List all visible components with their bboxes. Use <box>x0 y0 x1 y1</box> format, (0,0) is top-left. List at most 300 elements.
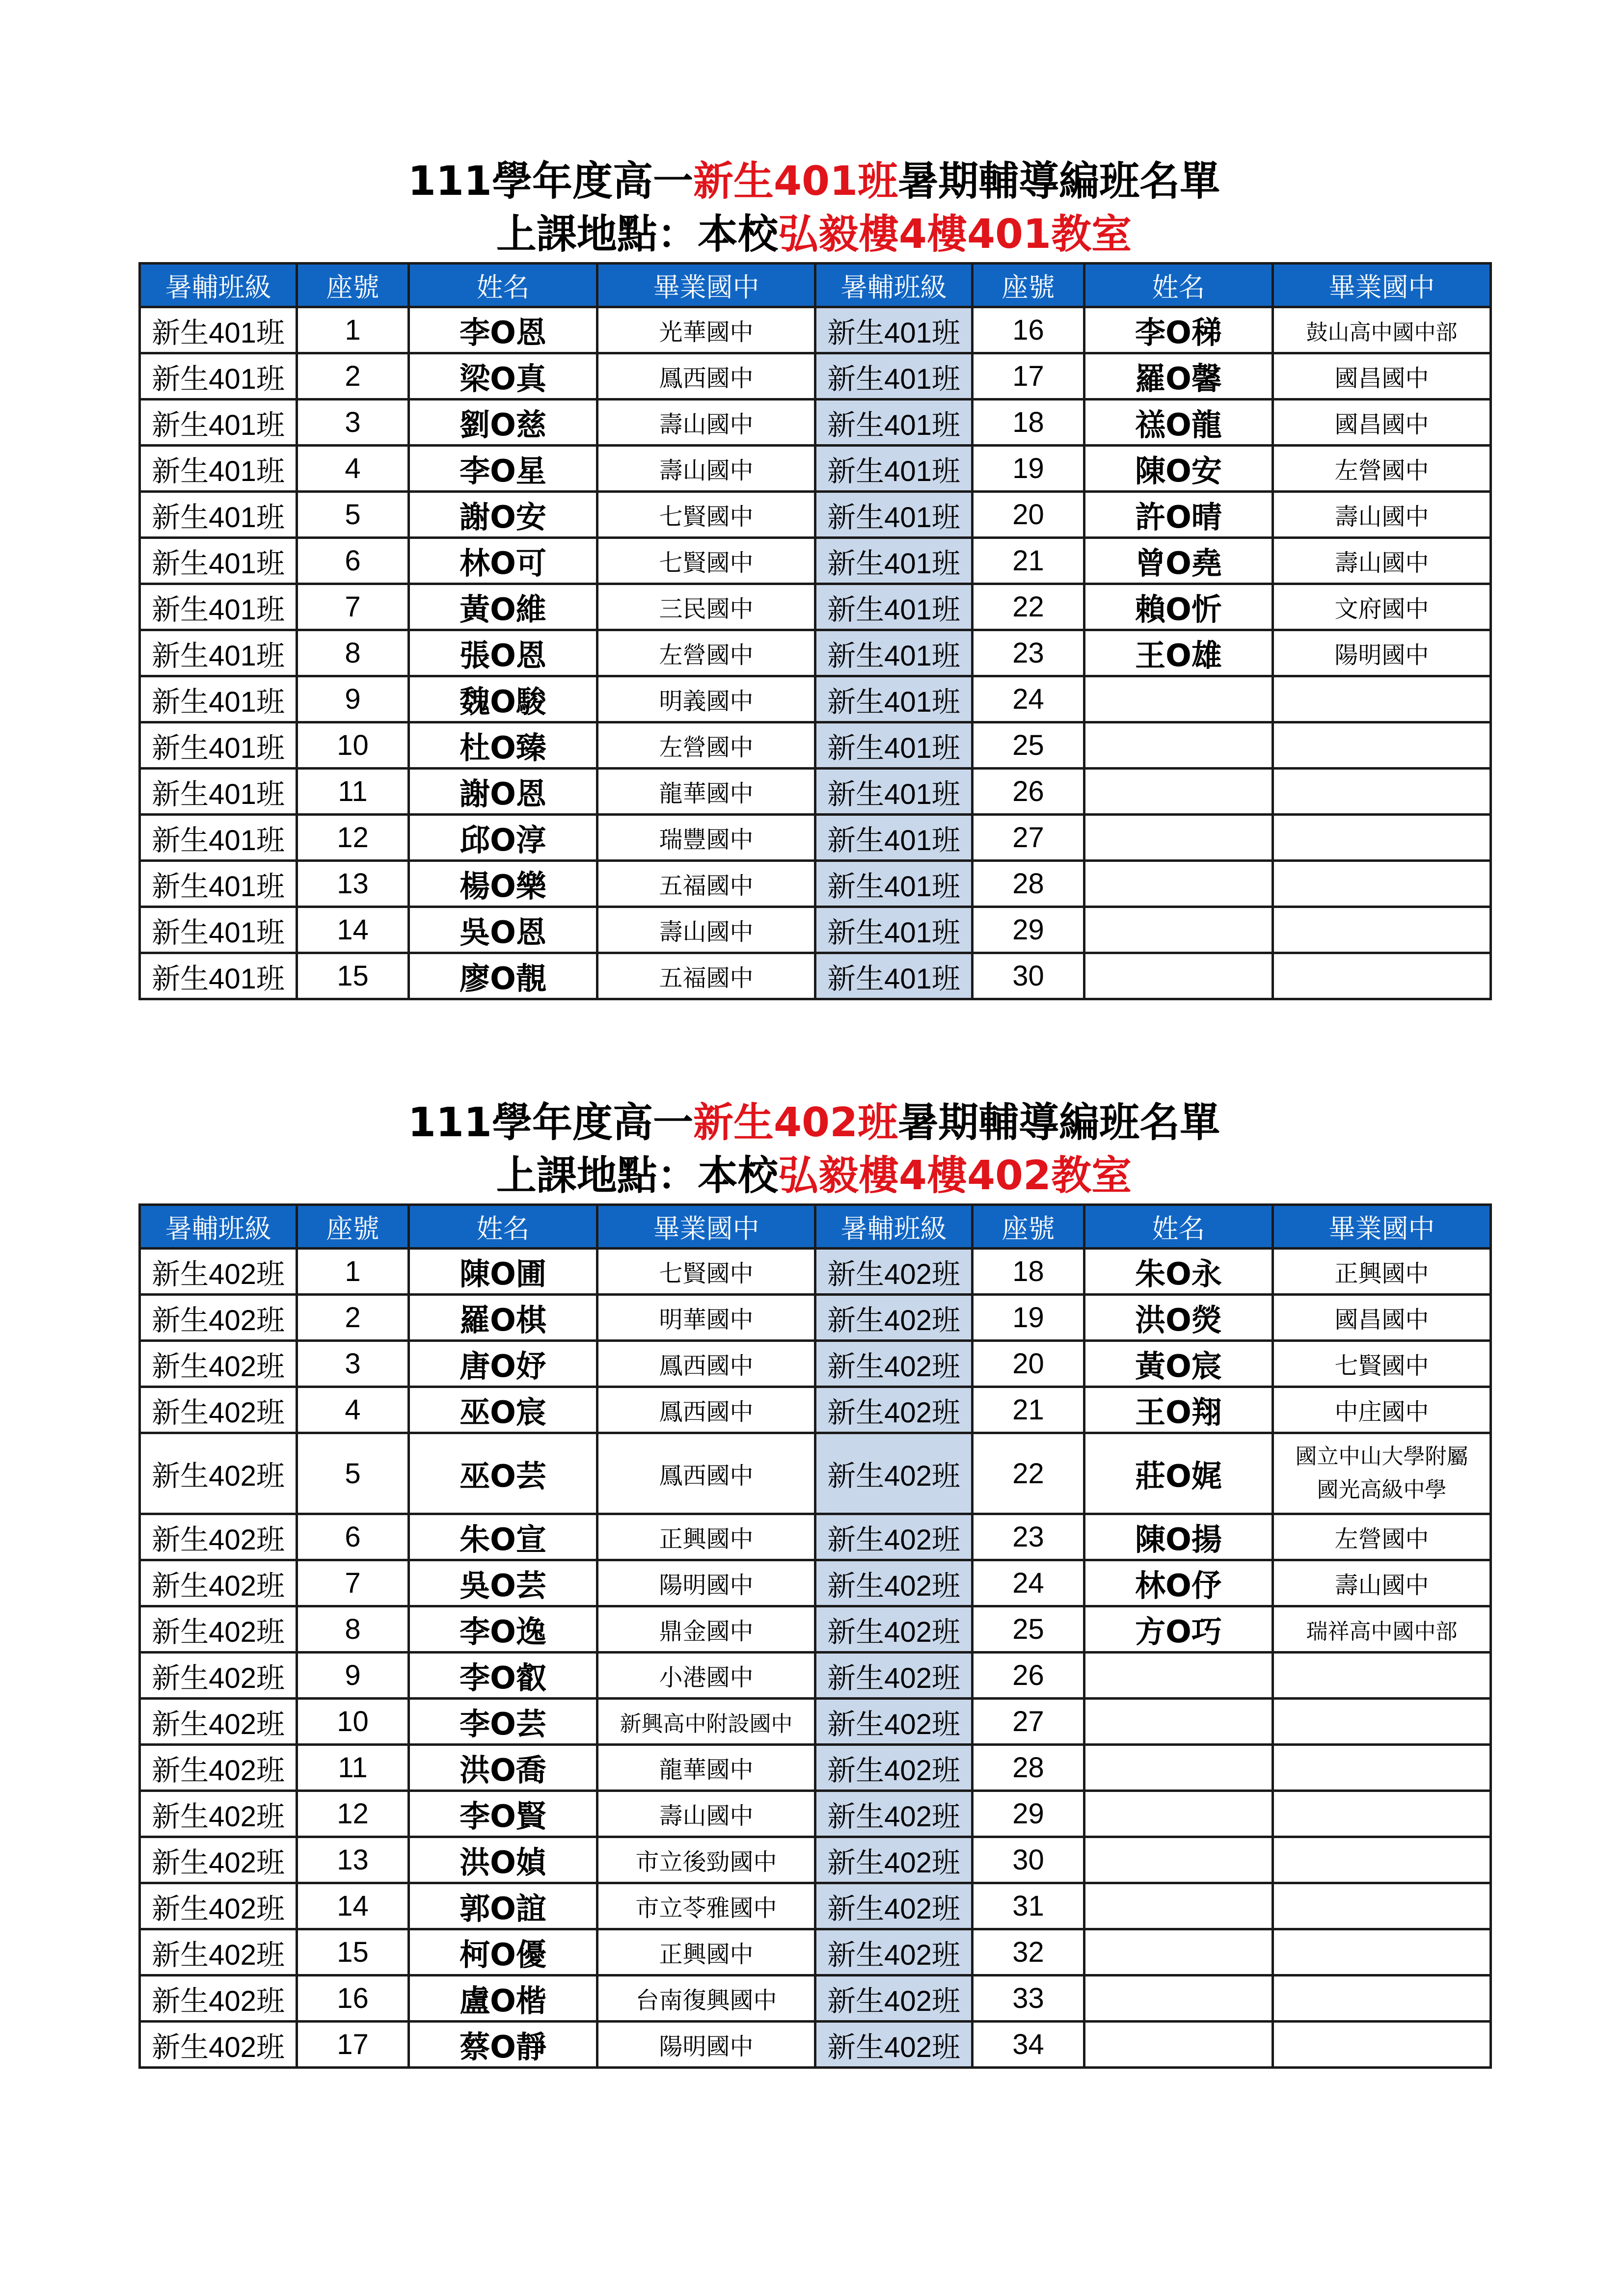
student-name-cell: 李O叡 <box>409 1653 597 1699</box>
table-row <box>140 1341 1491 1387</box>
title-class-highlight: 新生401班 <box>693 158 898 205</box>
seat-number-cell: 30 <box>973 953 1084 999</box>
student-name-cell: 朱O宣 <box>409 1514 597 1560</box>
junior-high-cell <box>1273 1653 1491 1699</box>
student-name-cell: 李O星 <box>409 446 597 492</box>
seat-number-cell: 19 <box>973 446 1084 492</box>
junior-high-cell: 國昌國中 <box>1273 353 1491 400</box>
class-header: 暑輔班級 <box>140 264 297 307</box>
table-row <box>140 492 1491 538</box>
student-name-cell: 賴O忻 <box>1084 584 1273 630</box>
seat-number-cell: 29 <box>973 1791 1084 1837</box>
student-name-cell: 陳O圃 <box>409 1249 597 1295</box>
student-name-cell: 許O晴 <box>1084 492 1273 538</box>
table-row <box>140 953 1491 999</box>
junior-high-cell: 明義國中 <box>597 676 815 722</box>
junior-high-cell: 七賢國中 <box>597 1249 815 1295</box>
class-cell: 新生402班 <box>815 1653 973 1699</box>
seat-number-cell: 18 <box>973 400 1084 446</box>
school-header: 畢業國中 <box>597 264 815 307</box>
junior-high-cell: 壽山國中 <box>597 1791 815 1837</box>
seat-number-cell: 8 <box>297 1606 409 1653</box>
class-cell: 新生402班 <box>140 1929 297 1976</box>
class-cell: 新生401班 <box>815 400 973 446</box>
junior-high-cell: 市立後勁國中 <box>597 1837 815 1883</box>
student-name-cell <box>1084 769 1273 815</box>
class-cell: 新生402班 <box>815 1883 973 1929</box>
student-name-cell: 吳O恩 <box>409 907 597 953</box>
student-name-cell: 王O翔 <box>1084 1387 1273 1433</box>
table-row <box>140 1560 1491 1606</box>
table-row <box>140 584 1491 630</box>
seat-number-cell: 15 <box>297 1929 409 1976</box>
class-cell: 新生401班 <box>140 815 297 861</box>
class-cell: 新生402班 <box>815 1249 973 1295</box>
student-name-cell <box>1084 2022 1273 2068</box>
school-header: 畢業國中 <box>1273 1205 1491 1249</box>
junior-high-cell: 七賢國中 <box>597 492 815 538</box>
seat-number-cell: 2 <box>297 353 409 400</box>
class-cell: 新生401班 <box>815 446 973 492</box>
student-name-cell: 吳O芸 <box>409 1560 597 1606</box>
junior-high-cell <box>1273 769 1491 815</box>
junior-high-cell <box>1273 953 1491 999</box>
class-cell: 新生402班 <box>140 1745 297 1791</box>
class-402-location <box>138 1149 1489 1203</box>
seat-number-cell: 16 <box>297 1976 409 2022</box>
class-cell: 新生401班 <box>140 722 297 769</box>
class-cell: 新生401班 <box>140 769 297 815</box>
seat-number-cell: 1 <box>297 307 409 353</box>
junior-high-cell: 正興國中 <box>597 1929 815 1976</box>
class-cell: 新生401班 <box>140 584 297 630</box>
name-header: 姓名 <box>409 264 597 307</box>
seat-number-cell: 25 <box>973 722 1084 769</box>
student-name-cell: 巫O宸 <box>409 1387 597 1433</box>
class-cell: 新生402班 <box>140 1560 297 1606</box>
seat-number-cell: 20 <box>973 492 1084 538</box>
table-row <box>140 1606 1491 1653</box>
junior-high-cell: 鳳西國中 <box>597 1433 815 1514</box>
class-cell: 新生401班 <box>140 446 297 492</box>
junior-high-cell: 壽山國中 <box>1273 1560 1491 1606</box>
student-name-cell: 柯O優 <box>409 1929 597 1976</box>
class-cell: 新生401班 <box>815 861 973 907</box>
junior-high-cell: 鳳西國中 <box>597 1387 815 1433</box>
class-header: 暑輔班級 <box>815 264 973 307</box>
seat-number-cell: 13 <box>297 1837 409 1883</box>
class-cell: 新生401班 <box>815 722 973 769</box>
junior-high-cell: 中庄國中 <box>1273 1387 1491 1433</box>
student-name-cell <box>1084 1976 1273 2022</box>
location-highlight: 弘毅樓4樓402教室 <box>778 1152 1132 1199</box>
junior-high-cell: 台南復興國中 <box>597 1976 815 2022</box>
student-name-cell: 謝O安 <box>409 492 597 538</box>
class-401-roster-table <box>138 262 1492 1000</box>
junior-high-cell <box>1273 861 1491 907</box>
student-name-cell <box>1084 815 1273 861</box>
junior-high-cell: 小港國中 <box>597 1653 815 1699</box>
table-row <box>140 1883 1491 1929</box>
class-cell: 新生402班 <box>140 1295 297 1341</box>
class-cell: 新生402班 <box>140 1514 297 1560</box>
junior-high-cell <box>1273 1929 1491 1976</box>
student-name-cell: 李O稊 <box>1084 307 1273 353</box>
junior-high-cell: 國昌國中 <box>1273 1295 1491 1341</box>
student-name-cell <box>1084 861 1273 907</box>
table-row <box>140 769 1491 815</box>
seat-number-cell: 34 <box>973 2022 1084 2068</box>
class-cell: 新生402班 <box>140 1883 297 1929</box>
seat-number-cell: 9 <box>297 676 409 722</box>
student-name-cell <box>1084 1699 1273 1745</box>
student-name-cell: 朱O永 <box>1084 1249 1273 1295</box>
seat-number-cell: 14 <box>297 907 409 953</box>
student-name-cell: 李O賢 <box>409 1791 597 1837</box>
junior-high-cell <box>1273 815 1491 861</box>
junior-high-cell: 壽山國中 <box>597 400 815 446</box>
class-header: 暑輔班級 <box>140 1205 297 1249</box>
junior-high-cell: 壽山國中 <box>597 446 815 492</box>
junior-high-cell <box>1273 722 1491 769</box>
junior-high-cell: 市立苓雅國中 <box>597 1883 815 1929</box>
junior-high-cell <box>1273 1791 1491 1837</box>
junior-high-cell: 正興國中 <box>1273 1249 1491 1295</box>
student-name-cell <box>1084 953 1273 999</box>
seat-number-cell: 23 <box>973 630 1084 676</box>
seat-number-cell: 1 <box>297 1249 409 1295</box>
class-cell: 新生402班 <box>815 2022 973 2068</box>
seat-number-cell: 18 <box>973 1249 1084 1295</box>
name-header: 姓名 <box>409 1205 597 1249</box>
student-name-cell: 巫O芸 <box>409 1433 597 1514</box>
seat-number-cell: 21 <box>973 538 1084 584</box>
class-402-roster-table <box>138 1203 1492 2069</box>
student-name-cell: 廖O靚 <box>409 953 597 999</box>
student-name-cell: 王O雄 <box>1084 630 1273 676</box>
student-name-cell: 杜O臻 <box>409 722 597 769</box>
junior-high-cell <box>1273 1976 1491 2022</box>
junior-high-cell: 龍華國中 <box>597 1745 815 1791</box>
title-class-highlight: 新生402班 <box>693 1099 898 1146</box>
junior-high-cell: 正興國中 <box>597 1514 815 1560</box>
junior-high-cell: 鼎金國中 <box>597 1606 815 1653</box>
name-header: 姓名 <box>1084 1205 1273 1249</box>
class-header: 暑輔班級 <box>815 1205 973 1249</box>
student-name-cell: 李O恩 <box>409 307 597 353</box>
table-row <box>140 446 1491 492</box>
student-name-cell: 梁O真 <box>409 353 597 400</box>
class-cell: 新生402班 <box>815 1341 973 1387</box>
seat-number-cell: 11 <box>297 769 409 815</box>
class-cell: 新生402班 <box>140 1387 297 1433</box>
seat-number-cell: 5 <box>297 492 409 538</box>
class-cell: 新生401班 <box>140 630 297 676</box>
table-row <box>140 1976 1491 2022</box>
student-name-cell: 謝O恩 <box>409 769 597 815</box>
seat-number-cell: 22 <box>973 584 1084 630</box>
junior-high-cell: 左營國中 <box>597 722 815 769</box>
seat-number-cell: 8 <box>297 630 409 676</box>
seat-number-cell: 9 <box>297 1653 409 1699</box>
seat-number-cell: 4 <box>297 1387 409 1433</box>
seat-number-cell: 3 <box>297 400 409 446</box>
table-row <box>140 815 1491 861</box>
student-name-cell: 羅O馨 <box>1084 353 1273 400</box>
title-suffix: 暑期輔導編班名單 <box>898 158 1220 205</box>
class-cell: 新生402班 <box>140 1976 297 2022</box>
seat-number-cell: 16 <box>973 307 1084 353</box>
junior-high-cell <box>1273 1745 1491 1791</box>
class-402-section <box>138 1096 1489 2069</box>
student-name-cell: 禚O龍 <box>1084 400 1273 446</box>
seat-number-cell: 6 <box>297 538 409 584</box>
class-cell: 新生401班 <box>815 538 973 584</box>
table-row <box>140 1699 1491 1745</box>
junior-high-cell: 五福國中 <box>597 953 815 999</box>
seat-number-cell: 17 <box>297 2022 409 2068</box>
title-prefix: 111學年度高一 <box>407 158 693 205</box>
seat-number-cell: 7 <box>297 584 409 630</box>
seat-number-cell: 13 <box>297 861 409 907</box>
seat-number-cell: 5 <box>297 1433 409 1514</box>
student-name-cell: 楊O樂 <box>409 861 597 907</box>
student-name-cell <box>1084 1837 1273 1883</box>
junior-high-cell: 陽明國中 <box>1273 630 1491 676</box>
class-cell: 新生401班 <box>815 815 973 861</box>
student-name-cell: 黃O宸 <box>1084 1341 1273 1387</box>
class-cell: 新生401班 <box>140 353 297 400</box>
junior-high-cell <box>1273 1883 1491 1929</box>
junior-high-cell: 三民國中 <box>597 584 815 630</box>
student-name-cell <box>1084 676 1273 722</box>
class-cell: 新生401班 <box>140 907 297 953</box>
junior-high-cell: 陽明國中 <box>597 1560 815 1606</box>
class-cell: 新生401班 <box>815 492 973 538</box>
class-cell: 新生401班 <box>140 307 297 353</box>
class-cell: 新生402班 <box>815 1433 973 1514</box>
class-cell: 新生401班 <box>140 492 297 538</box>
seat-number-cell: 24 <box>973 676 1084 722</box>
class-cell: 新生402班 <box>140 2022 297 2068</box>
name-header: 姓名 <box>1084 264 1273 307</box>
table-row <box>140 2022 1491 2068</box>
class-401-location <box>138 208 1489 262</box>
class-cell: 新生401班 <box>815 953 973 999</box>
seat-number-cell: 3 <box>297 1341 409 1387</box>
class-cell: 新生402班 <box>140 1606 297 1653</box>
table-row <box>140 400 1491 446</box>
junior-high-cell: 瑞豐國中 <box>597 815 815 861</box>
class-cell: 新生401班 <box>140 676 297 722</box>
junior-high-cell: 鼓山高中國中部 <box>1273 307 1491 353</box>
student-name-cell: 陳O安 <box>1084 446 1273 492</box>
seat-number-cell: 20 <box>973 1341 1084 1387</box>
class-cell: 新生402班 <box>815 1745 973 1791</box>
class-cell: 新生402班 <box>815 1295 973 1341</box>
seat-number-cell: 12 <box>297 815 409 861</box>
junior-high-cell: 文府國中 <box>1273 584 1491 630</box>
table-row <box>140 353 1491 400</box>
class-cell: 新生402班 <box>140 1653 297 1699</box>
junior-high-cell <box>1273 1699 1491 1745</box>
junior-high-cell: 陽明國中 <box>597 2022 815 2068</box>
student-name-cell: 羅O棋 <box>409 1295 597 1341</box>
class-cell: 新生402班 <box>815 1929 973 1976</box>
school-header: 畢業國中 <box>597 1205 815 1249</box>
table-row <box>140 1929 1491 1976</box>
seat-number-cell: 31 <box>973 1883 1084 1929</box>
junior-high-cell: 壽山國中 <box>1273 538 1491 584</box>
class-401-title <box>138 155 1489 208</box>
table-row <box>140 538 1491 584</box>
table-row <box>140 1745 1491 1791</box>
location-highlight: 弘毅樓4樓401教室 <box>778 211 1132 258</box>
student-name-cell: 洪O媜 <box>409 1837 597 1883</box>
student-name-cell <box>1084 1791 1273 1837</box>
junior-high-cell: 明華國中 <box>597 1295 815 1341</box>
table-row <box>140 1433 1491 1514</box>
class-402-title <box>138 1096 1489 1149</box>
seat-number-cell: 2 <box>297 1295 409 1341</box>
junior-high-cell: 鳳西國中 <box>597 1341 815 1387</box>
location-prefix: 上課地點：本校 <box>496 1152 778 1199</box>
table-row <box>140 676 1491 722</box>
table-row <box>140 1514 1491 1560</box>
junior-high-cell: 左營國中 <box>597 630 815 676</box>
location-prefix: 上課地點：本校 <box>496 211 778 258</box>
class-cell: 新生401班 <box>140 953 297 999</box>
student-name-cell: 方O巧 <box>1084 1606 1273 1653</box>
student-name-cell <box>1084 1745 1273 1791</box>
school-header: 畢業國中 <box>1273 264 1491 307</box>
student-name-cell: 唐O妤 <box>409 1341 597 1387</box>
student-name-cell <box>1084 1883 1273 1929</box>
table-row <box>140 1387 1491 1433</box>
class-cell: 新生402班 <box>815 1837 973 1883</box>
seat-number-cell: 28 <box>973 861 1084 907</box>
student-name-cell: 洪O喬 <box>409 1745 597 1791</box>
seat-number-cell: 28 <box>973 1745 1084 1791</box>
seat-number-cell: 33 <box>973 1976 1084 2022</box>
junior-high-cell: 國立中山大學附屬 國光高級中學 <box>1273 1433 1491 1514</box>
title-prefix: 111學年度高一 <box>407 1099 693 1146</box>
seat-number-cell: 19 <box>973 1295 1084 1341</box>
student-name-cell: 李O芸 <box>409 1699 597 1745</box>
class-cell: 新生401班 <box>140 400 297 446</box>
class-401-section <box>138 155 1489 1000</box>
seat-number-cell: 11 <box>297 1745 409 1791</box>
junior-high-cell: 瑞祥高中國中部 <box>1273 1606 1491 1653</box>
table-header-row <box>140 1205 1491 1249</box>
table-row <box>140 1791 1491 1837</box>
seat-number-cell: 27 <box>973 815 1084 861</box>
student-name-cell: 邱O淳 <box>409 815 597 861</box>
seat-number-cell: 14 <box>297 1883 409 1929</box>
table-row <box>140 907 1491 953</box>
class-cell: 新生402班 <box>815 1387 973 1433</box>
seat-number-cell: 23 <box>973 1514 1084 1560</box>
seat-number-cell: 27 <box>973 1699 1084 1745</box>
class-cell: 新生402班 <box>815 1514 973 1560</box>
seat-number-cell: 29 <box>973 907 1084 953</box>
student-name-cell: 魏O駿 <box>409 676 597 722</box>
class-cell: 新生401班 <box>815 307 973 353</box>
seat-number-cell: 25 <box>973 1606 1084 1653</box>
table-row <box>140 1295 1491 1341</box>
student-name-cell: 林O伃 <box>1084 1560 1273 1606</box>
table-row <box>140 1249 1491 1295</box>
title-suffix: 暑期輔導編班名單 <box>898 1099 1220 1146</box>
seat-number-cell: 17 <box>973 353 1084 400</box>
junior-high-cell: 新興高中附設國中 <box>597 1699 815 1745</box>
table-header-row <box>140 264 1491 307</box>
seat-header: 座號 <box>973 264 1084 307</box>
class-cell: 新生402班 <box>815 1791 973 1837</box>
seat-number-cell: 24 <box>973 1560 1084 1606</box>
seat-number-cell: 32 <box>973 1929 1084 1976</box>
student-name-cell: 洪O熒 <box>1084 1295 1273 1341</box>
table-row <box>140 1653 1491 1699</box>
junior-high-cell <box>1273 2022 1491 2068</box>
junior-high-cell: 鳳西國中 <box>597 353 815 400</box>
student-name-cell <box>1084 1653 1273 1699</box>
junior-high-cell: 五福國中 <box>597 861 815 907</box>
seat-number-cell: 4 <box>297 446 409 492</box>
class-cell: 新生402班 <box>140 1433 297 1514</box>
class-cell: 新生402班 <box>815 1560 973 1606</box>
seat-number-cell: 12 <box>297 1791 409 1837</box>
class-cell: 新生401班 <box>815 584 973 630</box>
junior-high-cell: 左營國中 <box>1273 1514 1491 1560</box>
student-name-cell: 郭O誼 <box>409 1883 597 1929</box>
class-cell: 新生401班 <box>815 769 973 815</box>
student-name-cell: 黃O維 <box>409 584 597 630</box>
table-row <box>140 861 1491 907</box>
class-cell: 新生402班 <box>140 1791 297 1837</box>
class-cell: 新生401班 <box>140 861 297 907</box>
class-cell: 新生402班 <box>140 1699 297 1745</box>
seat-number-cell: 7 <box>297 1560 409 1606</box>
student-name-cell: 莊O娓 <box>1084 1433 1273 1514</box>
seat-number-cell: 15 <box>297 953 409 999</box>
seat-header: 座號 <box>297 264 409 307</box>
table-row <box>140 630 1491 676</box>
seat-header: 座號 <box>297 1205 409 1249</box>
student-name-cell: 陳O揚 <box>1084 1514 1273 1560</box>
class-cell: 新生402班 <box>140 1341 297 1387</box>
seat-number-cell: 22 <box>973 1433 1084 1514</box>
class-cell: 新生401班 <box>815 353 973 400</box>
junior-high-cell: 七賢國中 <box>597 538 815 584</box>
seat-number-cell: 10 <box>297 722 409 769</box>
junior-high-cell: 壽山國中 <box>597 907 815 953</box>
seat-number-cell: 21 <box>973 1387 1084 1433</box>
junior-high-cell: 光華國中 <box>597 307 815 353</box>
junior-high-cell: 龍華國中 <box>597 769 815 815</box>
student-name-cell: 林O可 <box>409 538 597 584</box>
junior-high-cell <box>1273 1837 1491 1883</box>
student-name-cell: 盧O楷 <box>409 1976 597 2022</box>
seat-number-cell: 30 <box>973 1837 1084 1883</box>
student-name-cell <box>1084 722 1273 769</box>
student-name-cell: 李O逸 <box>409 1606 597 1653</box>
class-cell: 新生401班 <box>815 676 973 722</box>
junior-high-cell: 左營國中 <box>1273 446 1491 492</box>
junior-high-cell <box>1273 907 1491 953</box>
student-name-cell: 曾O堯 <box>1084 538 1273 584</box>
junior-high-cell <box>1273 676 1491 722</box>
